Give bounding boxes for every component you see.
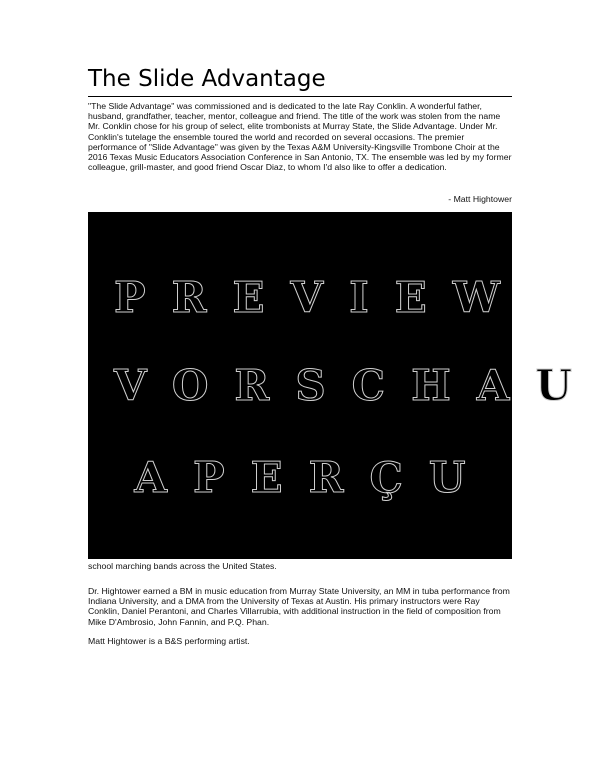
bio-education-paragraph: Dr. Hightower earned a BM in music education from Murray State University, an MM in tuba performance from Indiana University, and a DMA from the University of Texas at Austin. His primary instructors were Ray Conklin, Daniel Perantoni, and Charles Villarrubia, with additional instruction in the field of composition from Mike D'Ambrosio, John Fannin, and P.Q. Phan. xyxy=(88,586,510,627)
preview-watermark-block xyxy=(88,212,598,559)
page-title: The Slide Advantage xyxy=(88,66,326,92)
author-signature: - Matt Hightower xyxy=(448,194,512,204)
preview-word-english: PREVIEW xyxy=(114,273,526,322)
intro-paragraph: "The Slide Advantage" was commissioned and is dedicated to the late Ray Conklin. A wonderful father, husband, grandfather, teacher, mentor, colleague and friend. The title of the work was stolen from the name Mr. Conklin chose for his group of select, elite trombonists at Murray State, the Slide Advantage. Under Mr. Conklin's tutelage the ensemble toured the world and recorded on several occasions. The premier performance of "Slide Advantage" was given by the Texas A&M University-Kingsville Trombone Choir at the 2016 Texas Music Educators Association Conference in San Antonio, TX. The ensemble was led by my former colleague, grill-master, and good friend Oscar Diaz, to whom I'd also like to offer a dedication. xyxy=(88,101,512,173)
bio-fragment: school marching bands across the United States. xyxy=(88,561,277,571)
preview-word-french: APERÇU xyxy=(134,453,492,502)
artist-note: Matt Hightower is a B&S performing artist. xyxy=(88,636,250,646)
title-underline xyxy=(88,96,512,97)
preview-word-german: VORSCHAU xyxy=(114,361,598,410)
